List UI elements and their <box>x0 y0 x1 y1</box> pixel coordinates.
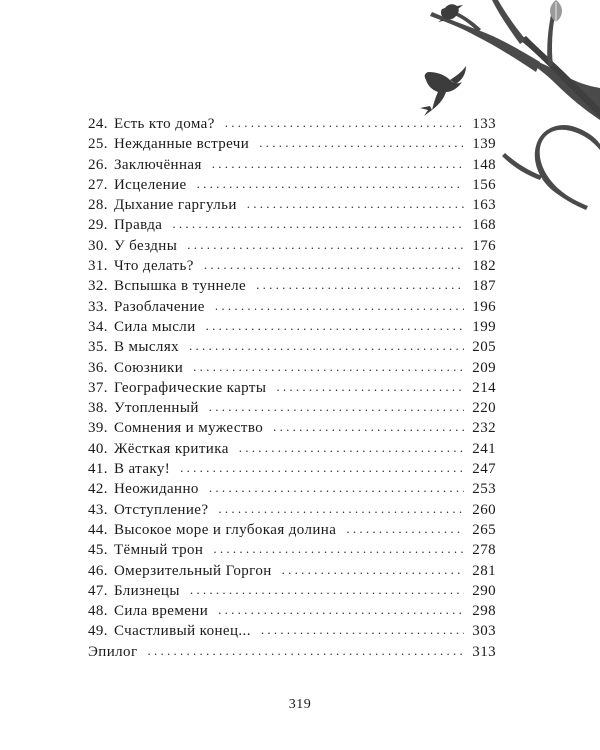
toc-entry[interactable] <box>88 256 496 276</box>
toc-entry-title: Вспышка в туннеле <box>113 278 247 295</box>
toc-entry-title: Нежданные встречи <box>113 136 250 153</box>
toc-entry[interactable] <box>88 155 496 175</box>
dot-leader <box>172 214 464 234</box>
toc-entry-title: Сила мысли <box>113 318 196 335</box>
toc-entry[interactable] <box>88 134 496 154</box>
dot-leader <box>346 519 464 539</box>
toc-entry-page: 290 <box>472 582 496 599</box>
dot-leader <box>190 580 464 600</box>
toc-entry-title: Правда <box>113 217 163 234</box>
toc-entry-title: Неожиданно <box>113 481 199 498</box>
dot-leader <box>282 560 464 580</box>
toc-entry-title: Географические карты <box>113 379 267 396</box>
toc-entry[interactable] <box>88 621 496 641</box>
dot-leader <box>148 641 465 661</box>
toc-entry-number: 29. <box>88 217 108 234</box>
toc-entry-page: 168 <box>472 217 496 234</box>
toc-entry-page: 278 <box>472 542 496 559</box>
toc-entry[interactable] <box>88 540 496 560</box>
dot-leader <box>276 377 464 397</box>
toc-entry-page: 187 <box>472 278 496 295</box>
dot-leader <box>261 620 464 640</box>
dot-leader <box>215 296 464 316</box>
toc-entry-page: 313 <box>472 643 496 660</box>
dot-leader <box>189 336 464 356</box>
table-of-contents <box>88 114 496 662</box>
toc-entry-title: Есть кто дома? <box>113 116 215 132</box>
toc-entry-title: В атаку! <box>113 461 171 478</box>
toc-entry-number: 28. <box>88 197 108 214</box>
toc-entry-page: 199 <box>472 318 496 335</box>
toc-entry[interactable] <box>88 195 496 215</box>
toc-entry-epilog[interactable] <box>88 642 496 662</box>
toc-entry-number: 40. <box>88 440 108 457</box>
toc-entry-title: Союзники <box>113 359 184 376</box>
toc-entry[interactable] <box>88 236 496 256</box>
toc-entry-number: 33. <box>88 298 108 315</box>
toc-entry[interactable] <box>88 378 496 398</box>
toc-entry-page: 298 <box>472 603 496 620</box>
toc-entry-page: 163 <box>472 197 496 214</box>
toc-entry-title: Исцеление <box>113 176 187 193</box>
toc-entry-title: Заключённая <box>113 156 202 173</box>
flying-swallow-icon <box>420 66 466 116</box>
dot-leader <box>218 600 464 620</box>
toc-entry-number: 43. <box>88 501 108 518</box>
dot-leader <box>209 397 464 417</box>
toc-entry-title: Жёсткая критика <box>113 440 229 457</box>
dot-leader <box>213 539 464 559</box>
toc-entry-title: Отступление? <box>113 501 209 518</box>
toc-entry[interactable] <box>88 459 496 479</box>
toc-entry-title: Эпилог <box>88 643 138 660</box>
toc-entry-title: Дыхание гаргульи <box>113 197 237 214</box>
toc-entry-number: 32. <box>88 278 108 295</box>
toc-entry-number: 25. <box>88 136 108 153</box>
toc-entry-number: 37. <box>88 379 108 396</box>
toc-entry-title: Счастливый конец... <box>113 623 251 640</box>
toc-entry-page: 196 <box>472 298 496 315</box>
toc-entry-number: 44. <box>88 521 108 538</box>
toc-entry-title: Сила времени <box>113 603 209 620</box>
dot-leader <box>247 194 464 214</box>
dot-leader <box>218 499 464 519</box>
dot-leader <box>187 235 464 255</box>
toc-entry-number: 49. <box>88 623 108 640</box>
toc-entry-page: 205 <box>472 339 496 356</box>
toc-entry-page: 265 <box>472 521 496 538</box>
toc-entry-page: 176 <box>472 237 496 254</box>
toc-entry[interactable] <box>88 175 496 195</box>
toc-entry[interactable] <box>88 114 496 134</box>
toc-entry[interactable] <box>88 215 496 235</box>
toc-entry-number: 36. <box>88 359 108 376</box>
toc-entry-page: 209 <box>472 359 496 376</box>
toc-entry-page: 148 <box>472 156 496 173</box>
toc-entry[interactable] <box>88 601 496 621</box>
dot-leader <box>256 275 464 295</box>
toc-entry-number: 42. <box>88 481 108 498</box>
toc-entry[interactable] <box>88 500 496 520</box>
dot-leader <box>212 154 464 174</box>
toc-entry-page: 220 <box>472 400 496 417</box>
dot-leader <box>273 417 464 437</box>
dot-leader <box>239 438 464 458</box>
dot-leader <box>206 316 464 336</box>
toc-entry-title: Омерзительный Горгон <box>113 562 272 579</box>
toc-entry-title: В мыслях <box>113 339 180 356</box>
toc-entry[interactable] <box>88 358 496 378</box>
toc-entry[interactable] <box>88 561 496 581</box>
toc-entry-title: Близнецы <box>113 582 180 599</box>
toc-entry-page: 247 <box>472 461 496 478</box>
toc-entry-number: 41. <box>88 461 108 478</box>
toc-entry-title: Что делать? <box>113 258 194 275</box>
toc-entry[interactable] <box>88 439 496 459</box>
toc-entry-title: Сомнения и мужество <box>113 420 264 437</box>
dot-leader <box>204 255 464 275</box>
toc-entry-number: 39. <box>88 420 108 437</box>
toc-entry-number: 35. <box>88 339 108 356</box>
toc-entry-page: 253 <box>472 481 496 498</box>
toc-entry[interactable] <box>88 317 496 337</box>
toc-entry[interactable] <box>88 581 496 601</box>
toc-entry-page: 281 <box>472 562 496 579</box>
toc-entry[interactable] <box>88 418 496 438</box>
toc-entry[interactable] <box>88 276 496 296</box>
dot-leader <box>180 458 464 478</box>
toc-entry[interactable] <box>88 520 496 540</box>
toc-entry-page: 241 <box>472 440 496 457</box>
toc-entry-number: 47. <box>88 582 108 599</box>
dot-leader <box>225 113 464 133</box>
toc-entry-number: 30. <box>88 237 108 254</box>
toc-entry-page: 303 <box>472 623 496 640</box>
dot-leader <box>197 174 464 194</box>
toc-entry[interactable] <box>88 297 496 317</box>
dot-leader <box>193 357 464 377</box>
toc-entry[interactable] <box>88 337 496 357</box>
toc-entry-page: 139 <box>472 136 496 153</box>
toc-entry-page: 133 <box>472 116 496 132</box>
toc-entry-number: 24. <box>88 116 108 132</box>
dot-leader <box>259 133 464 153</box>
toc-entry[interactable] <box>88 398 496 418</box>
dot-leader <box>209 478 464 498</box>
toc-entry-number: 45. <box>88 542 108 559</box>
toc-entry-number: 26. <box>88 156 108 173</box>
toc-entry[interactable] <box>88 479 496 499</box>
toc-entry-page: 260 <box>472 501 496 518</box>
toc-entry-number: 48. <box>88 603 108 620</box>
page-number: 319 <box>288 697 312 712</box>
toc-entry-title: Разоблачение <box>113 298 205 315</box>
toc-entry-title: Утопленный <box>113 400 199 417</box>
toc-entry-title: У бездны <box>113 237 178 254</box>
toc-entry-number: 31. <box>88 258 108 275</box>
toc-entry-page: 156 <box>472 176 496 193</box>
toc-entry-page: 232 <box>472 420 496 437</box>
toc-entry-title: Высокое море и глубокая долина <box>113 521 337 538</box>
toc-entry-title: Тёмный трон <box>113 542 204 559</box>
toc-entry-number: 27. <box>88 176 108 193</box>
toc-entry-number: 34. <box>88 318 108 335</box>
toc-entry-number: 38. <box>88 400 108 417</box>
toc-entry-number: 46. <box>88 562 108 579</box>
toc-entry-page: 214 <box>472 379 496 396</box>
toc-entry-page: 182 <box>472 258 496 275</box>
